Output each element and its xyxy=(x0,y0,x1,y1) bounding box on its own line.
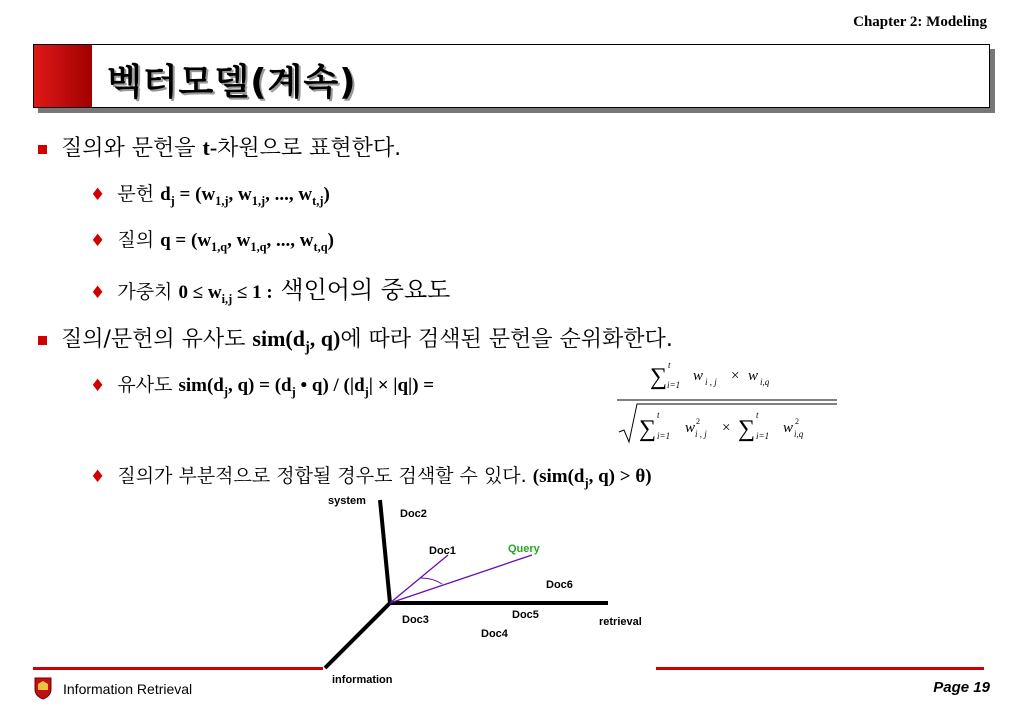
sum-symbol: ∑ xyxy=(650,364,668,390)
bullet-1: 질의와 문헌을 t-차원으로 표현한다. xyxy=(38,131,401,162)
system-axis xyxy=(380,500,390,603)
sub-bullet-query: ♦ 질의 $q = (w_{1,q}$, $w_{1,q}$, ..., $w_{t,q}$) xyxy=(90,229,334,254)
label-information: information xyxy=(332,674,393,686)
svg-text:i=1: i=1 xyxy=(756,431,770,441)
sub-bullet-partial-match: ♦ 질의가 부분적으로 정합될 경우도 검색할 수 있다. ($sim(d_j$, q) > θ) xyxy=(90,465,652,490)
footer-line-left xyxy=(33,667,323,670)
chapter-header: Chapter 2: Modeling xyxy=(853,14,987,30)
label-query: Query xyxy=(508,543,540,555)
svg-text:i,q: i,q xyxy=(794,429,804,439)
svg-text:i=1: i=1 xyxy=(667,380,681,390)
svg-text:i , j: i , j xyxy=(705,377,717,387)
svg-text:×: × xyxy=(722,420,731,436)
doc1-vector xyxy=(390,555,448,603)
sub-bullet-similarity: ♦ 유사도 $sim(d_j$, $q) = (d_j$ • $q) / (|d_j| \times |q|)$ = xyxy=(90,374,435,399)
university-crest-icon xyxy=(33,676,53,700)
svg-text:t: t xyxy=(657,410,660,420)
label-doc6: Doc6 xyxy=(546,579,573,591)
angle-arc xyxy=(421,578,442,584)
label-doc4: Doc4 xyxy=(481,628,508,640)
diamond-bullet-icon: ♦ xyxy=(90,231,106,251)
diamond-bullet-icon: ♦ xyxy=(90,467,106,487)
bullet-2: 질의/문헌의 유사도 $sim(d_j$, q)에 따라 검색된 문헌을 순위화한다. xyxy=(38,322,673,356)
title-bar xyxy=(33,44,990,108)
svg-text:i,q: i,q xyxy=(760,377,770,387)
svg-text:2: 2 xyxy=(696,417,700,426)
svg-text:2: 2 xyxy=(795,417,799,426)
svg-text:w: w xyxy=(783,420,794,436)
svg-text:i , j: i , j xyxy=(695,429,707,439)
label-doc5: Doc5 xyxy=(512,609,539,621)
slide-title: 벡터모델(계속) xyxy=(107,62,357,103)
square-bullet-icon xyxy=(38,336,47,345)
svg-text:t: t xyxy=(756,410,759,420)
label-doc3: Doc3 xyxy=(402,614,429,626)
page-number: Page 19 xyxy=(933,679,990,696)
diamond-bullet-icon: ♦ xyxy=(90,376,106,396)
svg-text:i=1: i=1 xyxy=(657,431,671,441)
label-retrieval: retrieval xyxy=(599,616,642,628)
svg-text:w: w xyxy=(693,368,704,384)
svg-text:w: w xyxy=(748,368,759,384)
svg-text:t: t xyxy=(668,360,671,370)
vector-space-diagram xyxy=(320,490,680,690)
sub-bullet-weight: ♦ 가중치 $0 \le w_{i,j} \le 1$ : 색인어의 중요도 xyxy=(90,276,451,306)
svg-text:∑: ∑ xyxy=(639,416,657,442)
square-bullet-icon xyxy=(38,145,47,154)
label-doc1: Doc1 xyxy=(429,545,456,557)
query-vector xyxy=(390,555,532,603)
footer-course-title: Information Retrieval xyxy=(63,681,193,697)
label-doc2: Doc2 xyxy=(400,508,427,520)
svg-text:∑: ∑ xyxy=(738,416,756,442)
cosine-formula xyxy=(615,360,840,445)
diamond-bullet-icon: ♦ xyxy=(90,185,106,205)
svg-text:×: × xyxy=(731,368,740,384)
svg-text:w: w xyxy=(685,420,696,436)
diamond-bullet-icon: ♦ xyxy=(90,283,106,303)
information-axis xyxy=(325,603,390,668)
label-system: system xyxy=(328,495,366,507)
title-accent-block xyxy=(34,45,92,107)
sub-bullet-document: ♦ 문헌 $d_j = (w_{1,j}$, $w_{1,j}$, ..., $w_{t,j}$) xyxy=(90,183,330,208)
footer-line-right xyxy=(656,667,984,670)
